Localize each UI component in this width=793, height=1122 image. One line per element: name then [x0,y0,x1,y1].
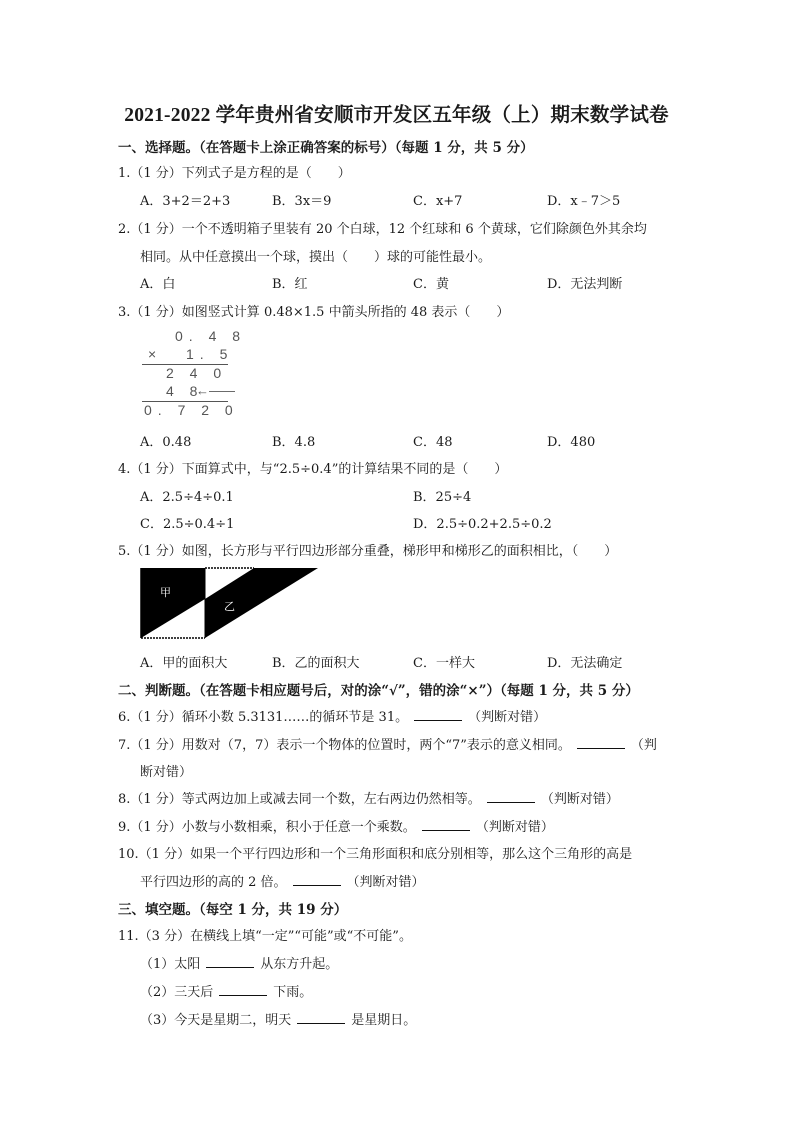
q11-item-2-suffix: 下雨。 [273,985,313,1000]
question-8 [118,788,619,807]
q11-item-2 [140,981,312,1000]
q4-option-c: C．2.5÷0.4÷1 [140,517,235,532]
q3-option-d: D．480 [547,435,596,450]
page-title: 2021-2022 学年贵州省安顺市开发区五年级（上）期末数学试卷 [124,105,669,126]
section-heading-fill-in: 三、填空题。（每空 1 分，共 19 分） [118,902,348,918]
q3-option-a: A．0.48 [140,435,192,450]
q11-item-1-suffix: 从东方升起。 [260,957,339,972]
question-5-stem: 5.（1 分）如图，长方形与平行四边形部分重叠，梯形甲和梯形乙的面积相比，（ ） [118,544,618,559]
overlap-rectangle-parallelogram-figure [140,566,325,646]
vertical-multiplication-figure [140,328,247,420]
q6-text: 6.（1 分）循环小数 5.3131……的循环节是 31。 [118,710,409,725]
q1-option-d: D．x﹣7＞5 [547,194,621,209]
calc-row-partial1: 2 4 0 [166,365,228,381]
answer-blank[interactable] [577,736,625,749]
q9-suffix: （判断对错） [475,820,554,835]
answer-blank[interactable] [297,1011,345,1024]
answer-blank[interactable] [422,818,470,831]
label-jia: 甲 [160,586,171,599]
label-yi: 乙 [224,600,235,613]
q5-option-d: D．无法确定 [547,656,623,671]
calc-times-sign: × [148,346,163,362]
q7-line2: 断对错） [140,765,193,780]
calc-row-partial2: 4 8 [166,383,204,399]
answer-blank[interactable] [414,708,462,721]
question-6 [118,706,546,725]
q7-suffix: （判 [630,738,657,753]
question-11-stem: 11.（3 分）在横线上填“一定”“可能”或“不可能”。 [118,929,412,944]
q10-text: 平行四边形的高的 2 倍。 [140,875,287,890]
calc-row-result: 0. 7 2 0 [144,402,239,418]
q3-option-b: B．4.8 [272,435,316,450]
q8-suffix: （判断对错） [540,792,619,807]
question-10-line1: 10.（1 分）如果一个平行四边形和一个三角形面积和底分别相等，那么这个三角形的高是 [118,847,633,862]
arrow-left-icon: ←—— [196,383,235,398]
q3-option-c: C．48 [413,435,453,450]
q10-suffix: （判断对错） [346,875,425,890]
section-heading-choice: 一、选择题。（在答题卡上涂正确答案的标号）（每题 1 分，共 5 分） [118,140,534,156]
q1-option-c: C．x+7 [413,194,463,209]
question-3-stem: 3.（1 分）如图竖式计算 0.48×1.5 中箭头所指的 48 表示（ ） [118,305,510,320]
q11-item-3-suffix: 是星期日。 [351,1013,417,1028]
q11-item-3 [140,1009,416,1028]
q2-option-b: B．红 [272,277,308,292]
q5-option-b: B．乙的面积大 [272,656,360,671]
q2-option-c: C．黄 [413,277,449,292]
q4-option-a: A．2.5÷4÷0.1 [140,490,234,505]
q4-option-b: B．25÷4 [413,490,472,505]
q7-text: 7.（1 分）用数对（7，7）表示一个物体的位置时，两个“7”表示的意义相同。 [118,738,571,753]
q11-item-2-text: （2）三天后 [140,985,214,1000]
q5-option-a: A．甲的面积大 [140,656,228,671]
q2-option-a: A．白 [140,277,176,292]
calc-row-multiplicand: 0. 4 8 [175,328,247,344]
q2-option-d: D．无法判断 [547,277,623,292]
q1-option-a: A．3+2＝2+3 [140,194,231,209]
q6-suffix: （判断对错） [468,710,547,725]
q11-item-1-text: （1）太阳 [140,957,201,972]
q11-item-3-text: （3）今天是星期二，明天 [140,1013,292,1028]
q5-option-c: C．一样大 [413,656,475,671]
q1-option-b: B．3x＝9 [272,194,332,209]
answer-blank[interactable] [219,983,267,996]
q4-option-d: D．2.5÷0.2+2.5÷0.2 [413,517,552,532]
answer-blank[interactable] [206,955,254,968]
section-heading-judgement: 二、判断题。（在答题卡相应题号后，对的涂“√”，错的涂“×”）（每题 1 分，共 5 分） [118,683,639,699]
question-10-line2 [140,871,425,890]
answer-blank[interactable] [293,873,341,886]
question-4-stem: 4.（1 分）下面算式中，与“2.5÷0.4”的计算结果不同的是（ ） [118,462,508,477]
question-2-stem-line1: 2.（1 分）一个不透明箱子里装有 20 个白球，12 个红球和 6 个黄球，它们除颜色外其余均 [118,222,647,237]
question-2-stem-line2: 相同。从中任意摸出一个球，摸出（ ）球的可能性最小。 [140,250,492,265]
calc-row-multiplier: 1. 5 [186,346,234,362]
question-7 [118,734,657,753]
q11-item-1 [140,953,338,972]
question-9 [118,816,554,835]
q8-text: 8.（1 分）等式两边加上或减去同一个数，左右两边仍然相等。 [118,792,481,807]
answer-blank[interactable] [487,790,535,803]
question-1-stem: 1.（1 分）下列式子是方程的是（ ） [118,166,351,181]
q9-text: 9.（1 分）小数与小数相乘，积小于任意一个乘数。 [118,820,416,835]
